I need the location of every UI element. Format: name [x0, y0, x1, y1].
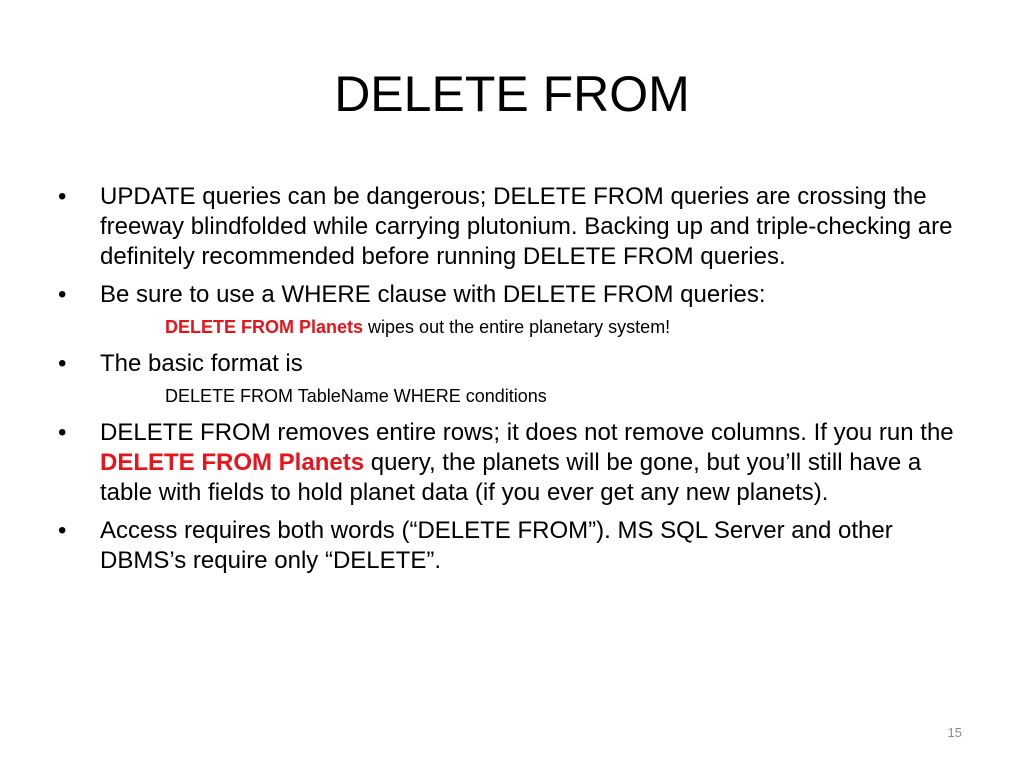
bullet-item — [58, 516, 958, 576]
bullet-icon: • — [58, 517, 67, 544]
bullet-text: Be sure to use a WHERE clause with DELETE FROM queries: — [100, 281, 766, 308]
bullet-text: The basic format is — [100, 350, 303, 377]
bullet-icon: • — [58, 281, 67, 308]
slide-title: DELETE FROM — [334, 66, 690, 122]
sub-item — [58, 315, 958, 339]
sub-text: wipes out the entire planetary system! — [363, 317, 671, 337]
bullet-item — [58, 280, 958, 310]
bullet-icon: • — [58, 419, 67, 446]
bullet-icon: • — [58, 183, 67, 210]
bullet-icon: • — [58, 350, 67, 377]
bullet-text — [100, 419, 954, 506]
sub-item — [58, 384, 958, 408]
bullet-item — [58, 182, 958, 272]
slide-body — [58, 182, 958, 584]
bullet-text: UPDATE queries can be dangerous; DELETE FROM queries are crossing the freeway blindfolded while carrying plutonium. Backing up and triple-checking are definitely recommended before running DELETE FROM queries. — [100, 183, 953, 270]
code-highlight: DELETE FROM Planets — [100, 449, 365, 476]
sub-text: DELETE FROM TableName WHERE conditions — [165, 386, 547, 406]
bullet-text-start: DELETE FROM removes entire rows; it does not remove columns. If you run the — [100, 419, 954, 446]
bullet-item — [58, 349, 958, 379]
bullet-text-end: query, the planets will be gone, but you’ll still have a table with fields to hold planet data (if you ever get any new planets). — [100, 449, 922, 506]
page-number: 15 — [947, 725, 962, 740]
code-highlight: DELETE FROM Planets — [165, 317, 364, 337]
bullet-text: Access requires both words (“DELETE FROM”). MS SQL Server and other DBMS’s require only “DELETE”. — [100, 517, 893, 574]
bullet-item — [58, 418, 958, 508]
